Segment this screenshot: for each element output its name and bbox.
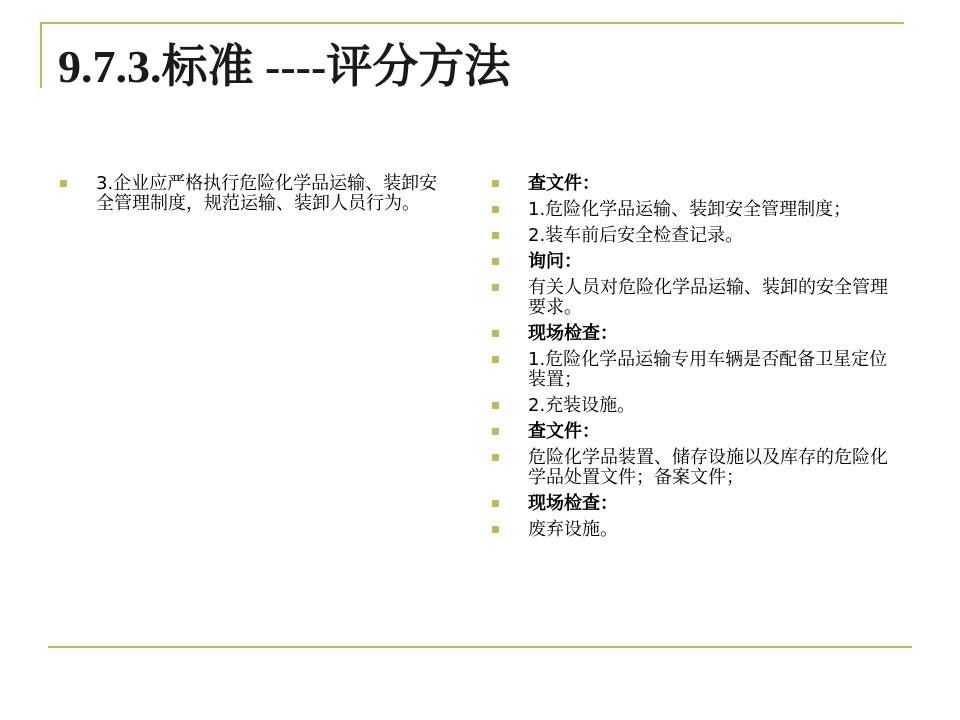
left-rule bbox=[40, 22, 42, 88]
list-item-text: 有关人员对危险化学品运输、装卸的安全管理要求。 bbox=[528, 277, 888, 318]
square-bullet-icon bbox=[492, 284, 499, 291]
list-item-text: 现场检查： bbox=[528, 493, 618, 514]
square-bullet-icon bbox=[492, 206, 499, 213]
list-item-text: 废弃设施。 bbox=[528, 519, 618, 540]
list-item-text: 询问： bbox=[528, 251, 582, 272]
list-item bbox=[492, 174, 902, 194]
list-item-text: 1.危险化学品运输、装卸安全管理制度； bbox=[528, 199, 852, 220]
list-item-text: 查文件： bbox=[528, 421, 600, 442]
square-bullet-icon bbox=[492, 500, 499, 507]
left-bullet-list bbox=[60, 174, 452, 220]
title-rest: ----评分方法 bbox=[253, 41, 511, 92]
list-item-text: 2.装车前后安全检查记录。 bbox=[528, 225, 744, 246]
square-bullet-icon bbox=[60, 180, 67, 187]
square-bullet-icon bbox=[492, 454, 499, 461]
square-bullet-icon bbox=[492, 180, 499, 187]
list-item-text: 危险化学品装置、储存设施以及库存的危险化学品处置文件；备案文件； bbox=[528, 447, 888, 488]
bottom-rule bbox=[48, 646, 912, 648]
square-bullet-icon bbox=[492, 428, 499, 435]
list-item bbox=[60, 174, 452, 214]
top-rule bbox=[40, 22, 904, 24]
list-item bbox=[492, 252, 902, 272]
list-item bbox=[492, 226, 902, 246]
list-item bbox=[492, 520, 902, 540]
list-item bbox=[492, 278, 902, 318]
square-bullet-icon bbox=[492, 356, 499, 363]
list-item bbox=[492, 350, 902, 390]
list-item-text: 1.危险化学品运输专用车辆是否配备卫星定位装置； bbox=[528, 349, 888, 390]
list-item-text: 现场检查： bbox=[528, 323, 618, 344]
square-bullet-icon bbox=[492, 402, 499, 409]
square-bullet-icon bbox=[492, 258, 499, 265]
square-bullet-icon bbox=[492, 232, 499, 239]
list-item-text: 2.充装设施。 bbox=[528, 395, 636, 416]
list-item bbox=[492, 200, 902, 220]
right-bullet-list bbox=[492, 174, 902, 546]
list-item bbox=[492, 422, 902, 442]
title-bold: 标准 bbox=[161, 39, 254, 93]
slide-title bbox=[58, 34, 510, 99]
list-item bbox=[492, 396, 902, 416]
list-item-text: 查文件： bbox=[528, 173, 600, 194]
title-number: 9.7.3. bbox=[58, 41, 162, 92]
list-item bbox=[492, 324, 902, 344]
list-item bbox=[492, 448, 902, 488]
list-item bbox=[492, 494, 902, 514]
square-bullet-icon bbox=[492, 330, 499, 337]
list-item-text: 3.企业应严格执行危险化学品运输、装卸安全管理制度，规范运输、装卸人员行为。 bbox=[96, 173, 438, 214]
square-bullet-icon bbox=[492, 526, 499, 533]
